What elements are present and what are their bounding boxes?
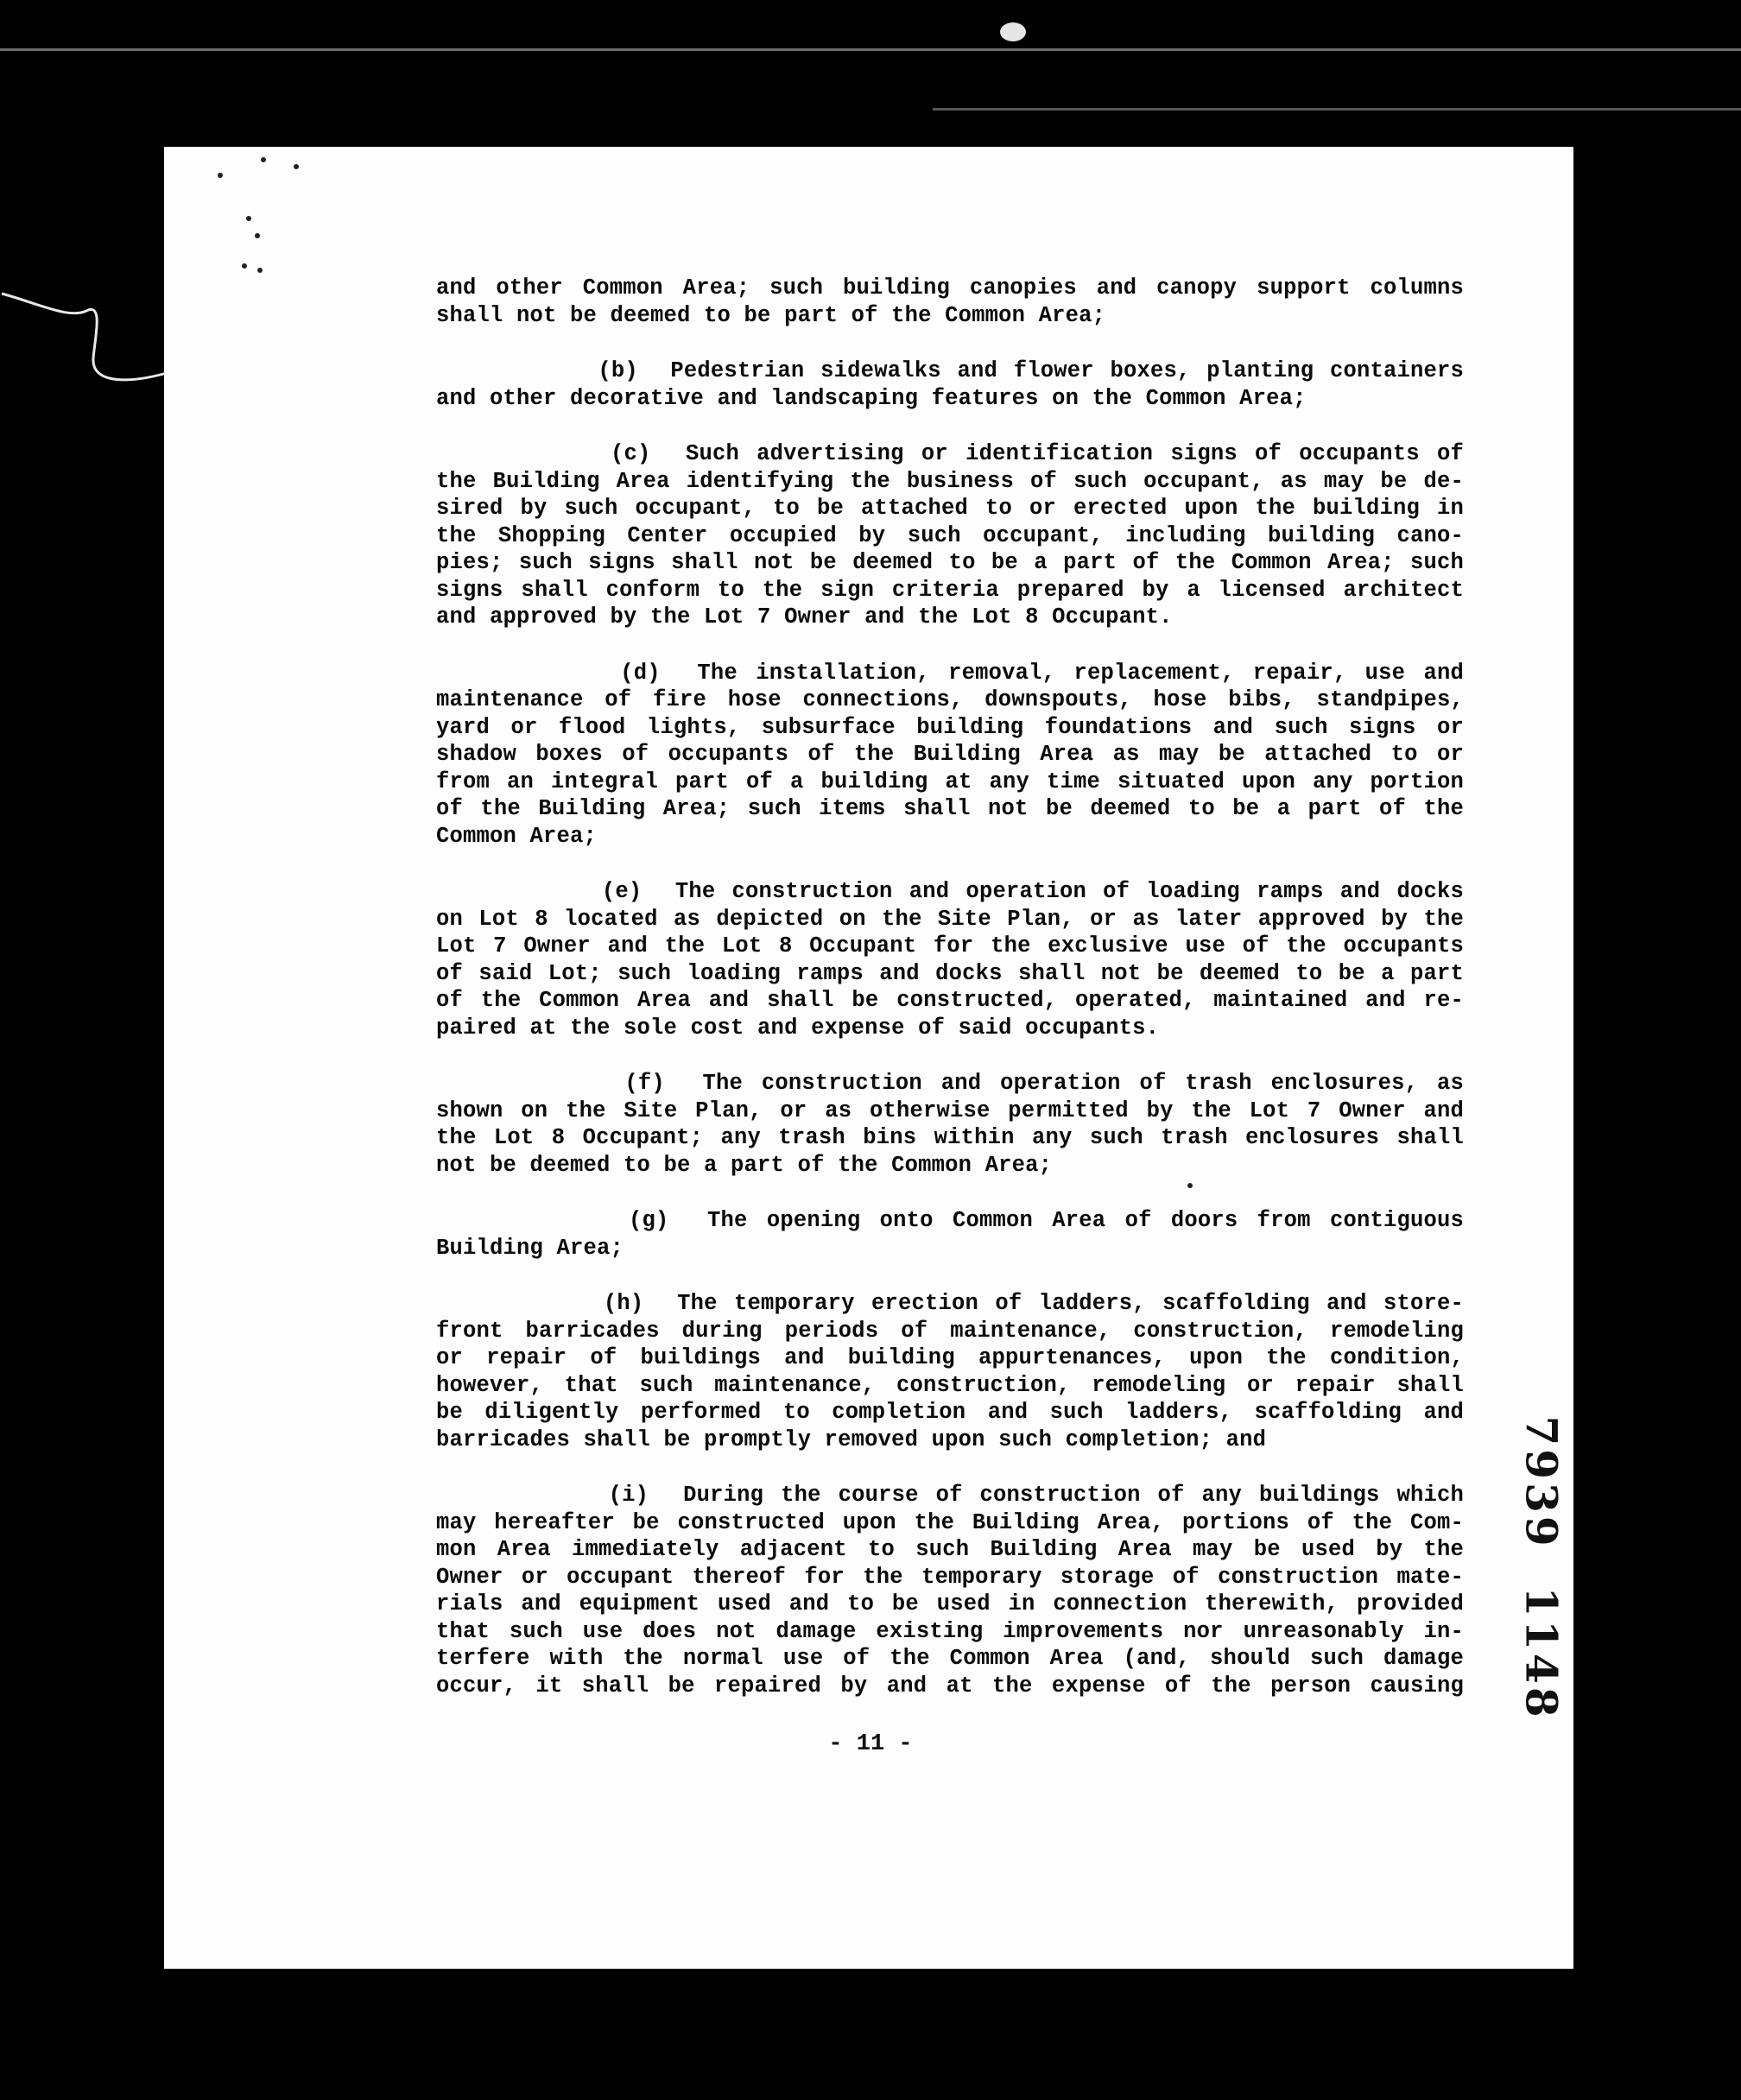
text-line: the Lot 8 Occupant; any trash bins within any such trash enclosures shall bbox=[436, 1125, 1464, 1150]
paragraph-i bbox=[436, 1482, 1464, 1699]
text-line: and other decorative and landscaping features on the Common Area; bbox=[436, 385, 1307, 411]
text-line: and approved by the Lot 7 Owner and the Lot 8 Occupant. bbox=[436, 604, 1173, 629]
text-line: sired by such occupant, to be attached to or erected upon the building in bbox=[436, 496, 1464, 521]
text-line: Owner or occupant thereof for the temporary storage of construction mate- bbox=[436, 1564, 1464, 1590]
scan-speck bbox=[246, 216, 251, 221]
text-line: the Shopping Center occupied by such occupant, including building cano- bbox=[436, 522, 1464, 548]
text-line: pies; such signs shall not be deemed to be a part of the Common Area; such bbox=[436, 550, 1464, 575]
paragraph-e bbox=[436, 878, 1464, 1041]
document-body bbox=[436, 275, 1464, 1728]
scan-artifact-curl bbox=[0, 276, 181, 397]
text-line: barricades shall be promptly removed upon such completion; and bbox=[436, 1426, 1267, 1452]
scan-speck bbox=[257, 268, 263, 273]
text-line: that such use does not damage existing improvements nor unreasonably in- bbox=[436, 1618, 1464, 1644]
scan-speck bbox=[242, 263, 247, 269]
text-line: of the Common Area and shall be constructed, operated, maintained and re- bbox=[436, 988, 1464, 1013]
top-scan-rule-secondary bbox=[933, 108, 1741, 111]
text-line: yard or flood lights, subsurface building foundations and such signs or bbox=[436, 714, 1464, 740]
scan-speck bbox=[261, 157, 266, 162]
text-line: terfere with the normal use of the Common Area (and, should such damage bbox=[436, 1646, 1464, 1671]
text-line: from an integral part of a building at any time situated upon any portion bbox=[436, 769, 1464, 794]
text-line: shall not be deemed to be part of the Common Area; bbox=[436, 302, 1106, 328]
text-line: of said Lot; such loading ramps and docks shall not be deemed to be a part bbox=[436, 960, 1464, 986]
paragraph-b bbox=[436, 357, 1464, 412]
paragraph-intro bbox=[436, 275, 1464, 329]
text-line: (h) The temporary erection of ladders, scaffolding and store- bbox=[436, 1291, 1464, 1316]
text-line: shown on the Site Plan, or as otherwise permitted by the Lot 7 Owner and bbox=[436, 1097, 1464, 1123]
text-line: occur, it shall be repaired by and at the expense of the person causing bbox=[436, 1673, 1464, 1698]
text-line: (g) The opening onto Common Area of doors from contiguous bbox=[436, 1208, 1464, 1233]
margin-stamp-text: 7939 1148 bbox=[1516, 1415, 1567, 1721]
page-number: - 11 - bbox=[828, 1731, 913, 1757]
text-line: or repair of buildings and building appurtenances, upon the condition, bbox=[436, 1345, 1464, 1370]
text-line: paired at the sole cost and expense of said occupants. bbox=[436, 1015, 1160, 1041]
text-line: of the Building Area; such items shall not be deemed to be a part of the bbox=[436, 796, 1464, 821]
text-line: mon Area immediately adjacent to such Building Area may be used by the bbox=[436, 1537, 1464, 1562]
text-line: (i) During the course of construction of any buildings which bbox=[436, 1483, 1464, 1508]
text-line: (e) The construction and operation of loading ramps and docks bbox=[436, 879, 1464, 904]
text-line: maintenance of fire hose connections, downspouts, hose bibs, standpipes, bbox=[436, 687, 1464, 712]
text-line: (d) The installation, removal, replacement, repair, use and bbox=[436, 660, 1464, 686]
scan-speck bbox=[255, 233, 260, 238]
text-line: (c) Such advertising or identification signs of occupants of bbox=[436, 441, 1464, 466]
text-line: Building Area; bbox=[436, 1235, 624, 1261]
scan-speck bbox=[294, 164, 299, 169]
top-scan-rule bbox=[0, 48, 1741, 51]
margin-stamp bbox=[1507, 1415, 1567, 1721]
paragraph-g bbox=[436, 1207, 1464, 1262]
text-line: (f) The construction and operation of trash enclosures, as bbox=[436, 1071, 1464, 1096]
text-line: the Building Area identifying the business of such occupant, as may be de- bbox=[436, 468, 1464, 494]
paragraph-c bbox=[436, 440, 1464, 631]
paragraph-d bbox=[436, 660, 1464, 851]
text-line: rials and equipment used and to be used in connection therewith, provided bbox=[436, 1591, 1464, 1616]
text-line: on Lot 8 located as depicted on the Site Plan, or as later approved by the bbox=[436, 906, 1464, 932]
paragraph-f bbox=[436, 1070, 1464, 1179]
text-line: shadow boxes of occupants of the Building Area as may be attached to or bbox=[436, 742, 1464, 767]
text-line: and other Common Area; such building canopies and canopy support columns bbox=[436, 275, 1464, 300]
paragraph-h bbox=[436, 1290, 1464, 1453]
text-line: Lot 7 Owner and the Lot 8 Occupant for the exclusive use of the occupants bbox=[436, 933, 1464, 958]
scan-speck bbox=[218, 173, 223, 178]
text-line: be diligently performed to completion and such ladders, scaffolding and bbox=[436, 1400, 1464, 1425]
text-line: front barricades during periods of maintenance, construction, remodeling bbox=[436, 1318, 1464, 1344]
scan-artifact-spot bbox=[1000, 22, 1026, 41]
text-line: (b) Pedestrian sidewalks and flower boxes, planting containers bbox=[436, 358, 1464, 383]
text-line: however, that such maintenance, construction, remodeling or repair shall bbox=[436, 1372, 1464, 1398]
text-line: may hereafter be constructed upon the Building Area, portions of the Com- bbox=[436, 1509, 1464, 1535]
text-line: signs shall conform to the sign criteria prepared by a licensed architect bbox=[436, 577, 1464, 603]
text-line: Common Area; bbox=[436, 823, 598, 849]
text-line: not be deemed to be a part of the Common Area; bbox=[436, 1152, 1053, 1178]
